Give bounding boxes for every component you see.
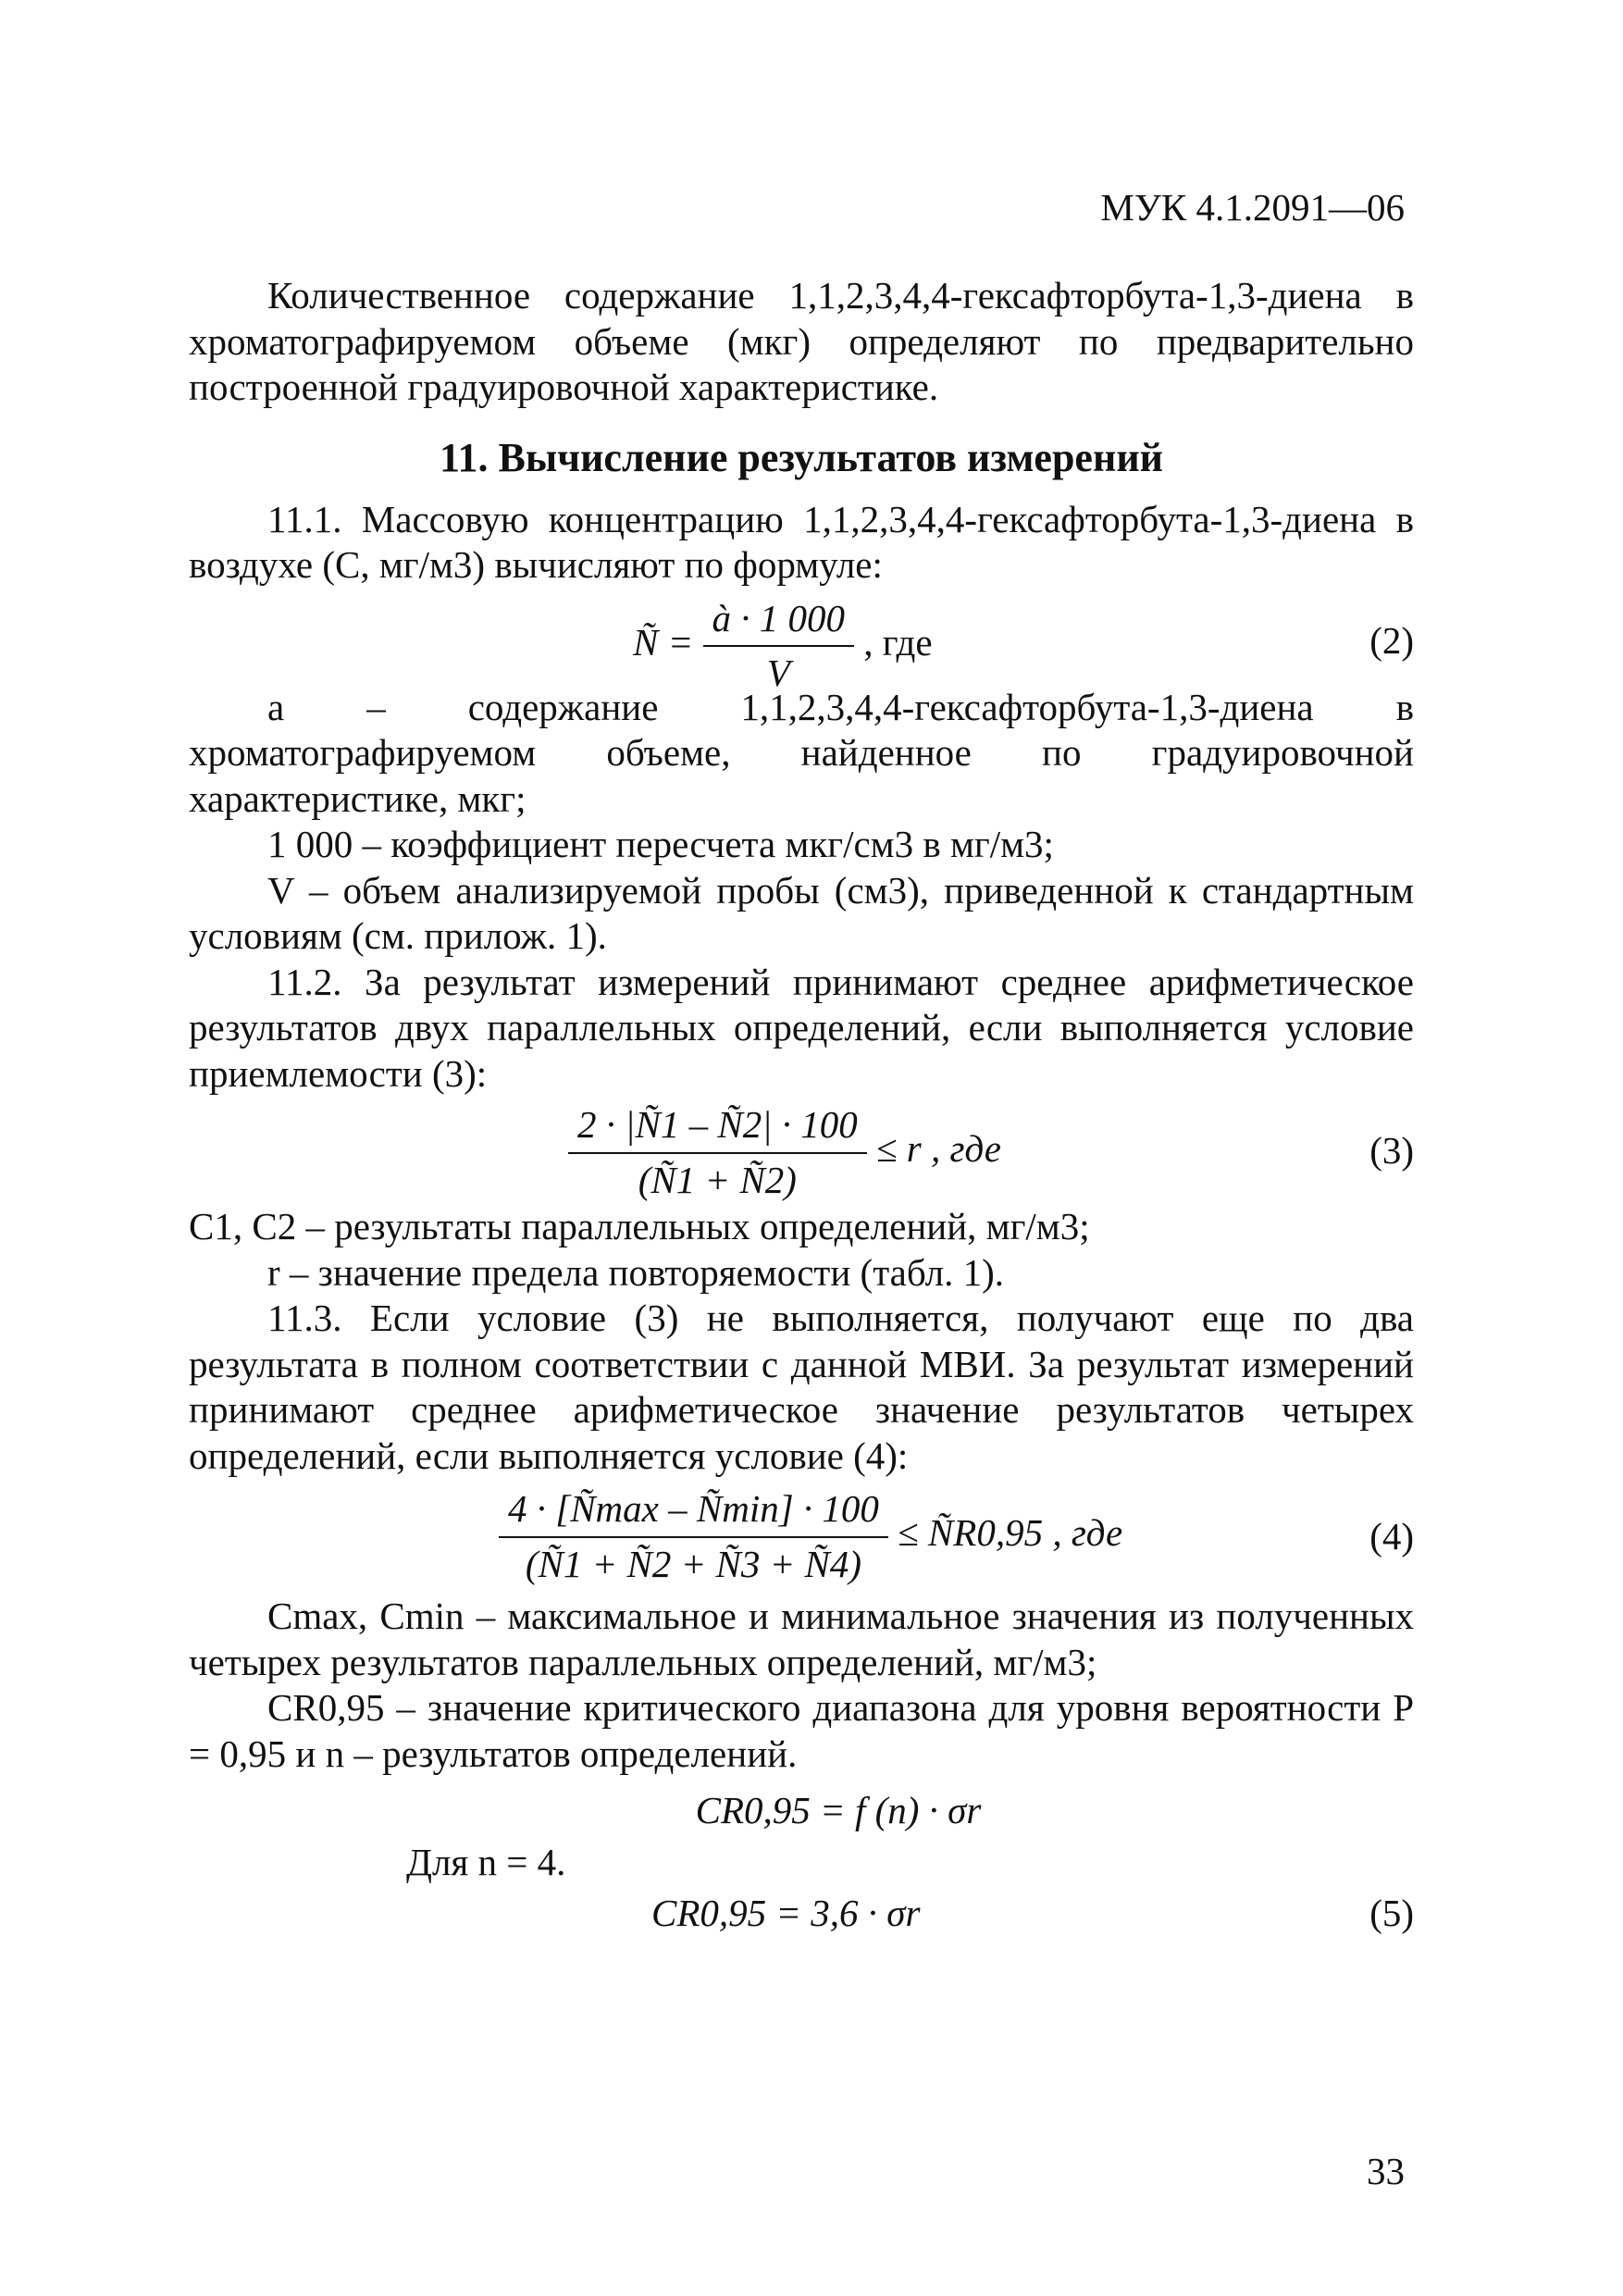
eq3-fraction	[568, 1102, 867, 1203]
equation-3	[189, 1102, 1414, 1204]
definition-v: V – объем анализируемой пробы (см3), приведенной к стандартным условиям (см. прилож. 1).	[189, 868, 1414, 957]
document-code: МУК 4.1.2091—06	[1100, 186, 1405, 229]
eq2-denominator: V	[766, 652, 790, 694]
equation-2	[189, 596, 1414, 694]
document-body	[189, 273, 1414, 1946]
eq2-suffix: , где	[863, 620, 933, 664]
definition-c1-c2: C1, C2 – результаты параллельных определений, мг/м3;	[189, 1205, 1090, 1247]
eq3-denominator: (Ñ1 + Ñ2)	[638, 1158, 797, 1201]
eq3-numerator: 2 · |Ñ1 – Ñ2| · 100	[568, 1102, 867, 1154]
eq2-lhs: Ñ =	[633, 620, 694, 664]
definition-cmax-cmin: Cmax, Cmin – максимальное и минимальное значения из полученных четырех результатов параллельных определений, мг/м3;	[189, 1595, 1414, 1683]
definition-cr: CR0,95 – значение критического диапазона для уровня вероятности P = 0,95 и n – результатов определений.	[189, 1686, 1414, 1775]
paragraph-11-2: 11.2. За результат измерений принимают среднее арифметическое результатов двух параллельных определений, если выполняется условие приемлемости (3):	[189, 960, 1414, 1095]
definition-r: r – значение предела повторяемости (табл. 1).	[267, 1250, 1005, 1294]
eq5-number: (5)	[1369, 1892, 1414, 1934]
eq2-number: (2)	[1369, 618, 1414, 662]
intro-paragraph: Количественное содержание 1,1,2,3,4,4-гексафторбута-1,3-диена в хроматографируемом объеме (мкг) определяют по предварительно построенной градуировочной характеристике.	[189, 274, 1414, 408]
equation-cr-general: CR0,95 = f (n) · σr	[695, 1789, 982, 1831]
eq4-number: (4)	[1369, 1515, 1414, 1558]
eq3-rhs: ≤ r , где	[876, 1126, 1001, 1170]
equation-4	[189, 1486, 1414, 1594]
eq4-rhs: ≤ ÑR0,95 , где	[898, 1510, 1123, 1554]
for-n-line: Для n = 4.	[406, 1840, 566, 1883]
eq3-number: (3)	[1369, 1129, 1414, 1172]
paragraph-11-1: 11.1. Массовую концентрацию 1,1,2,3,4,4-гексафторбута-1,3-диена в воздухе (C, мг/м3) вычисляют по формуле:	[189, 497, 1414, 586]
definition-1000: 1 000 – коэффициент пересчета мкг/см3 в мг/м3;	[267, 823, 1054, 865]
eq4-numerator: 4 · [Ñmax – Ñmin] · 100	[499, 1486, 888, 1538]
eq4-fraction	[499, 1486, 888, 1587]
page-number: 33	[1367, 2150, 1405, 2192]
eq2-fraction	[703, 596, 855, 697]
definition-a: а – содержание 1,1,2,3,4,4-гексафторбута-1,3-диена в хроматографируемом объеме, найденное по градуировочной характеристике, мкг;	[189, 685, 1414, 820]
section-title: 11. Вычисление результатов измерений	[439, 434, 1164, 480]
eq4-denominator: (Ñ1 + Ñ2 + Ñ3 + Ñ4)	[525, 1542, 862, 1585]
paragraph-11-3: 11.3. Если условие (3) не выполняется, получают еще по два результата в полном соответствии с данной МВИ. За результат измерений принимают среднее арифметическое значение результатов четырех определений, если выполняется условие (4):	[189, 1297, 1414, 1477]
equation-5	[189, 1891, 1414, 1946]
eq2-numerator: à · 1 000	[703, 596, 855, 648]
eq5-text: CR0,95 = 3,6 · σr	[651, 1892, 921, 1934]
